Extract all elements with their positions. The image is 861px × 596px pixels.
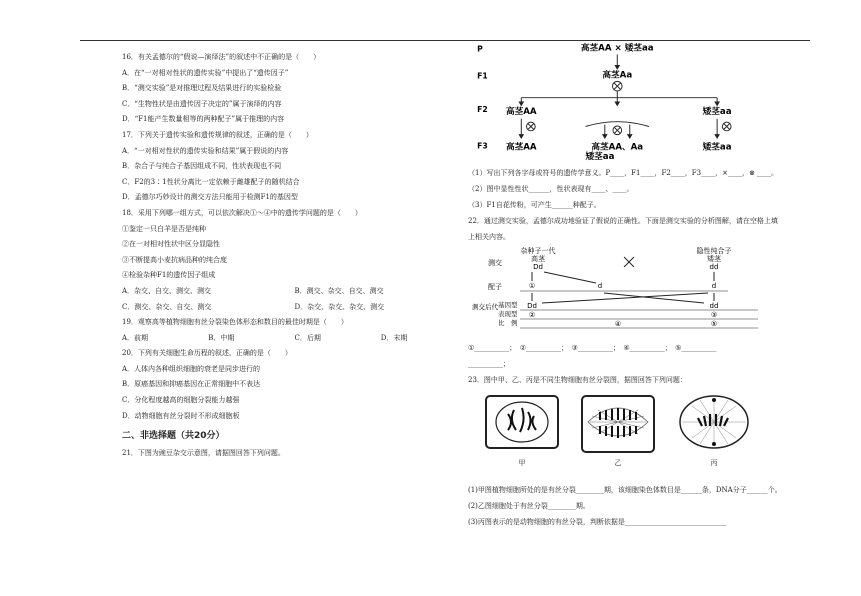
cell-bing (674, 392, 754, 468)
cell-yi (578, 392, 658, 468)
q18-item-1: ①鉴定一只白羊是否是纯种 (122, 224, 206, 233)
parent1-genotype: Dd (533, 263, 543, 271)
arrowhead-mid (614, 102, 620, 107)
arrow-g3-o1 (542, 293, 708, 303)
q16-option-c: C．“生物性状是由遗传因子决定的”属于演绎的内容 (122, 99, 282, 108)
q19-option-d: D．末期 (380, 333, 408, 342)
arrowhead-mid-1 (602, 134, 608, 139)
top-rule (80, 40, 810, 41)
left-column (122, 50, 467, 462)
parent2-title: 隐性纯合子 (696, 247, 732, 255)
arrowhead-f2-left (518, 134, 524, 139)
q17-option-a: A．“一对相对性状的遗传实验和结果”属于假说的内容 (122, 146, 289, 155)
q20-stem: 20．下列有关细胞生命历程的叙述，正确的是（ ） (122, 349, 292, 358)
blank-5: ⑤ (710, 320, 718, 328)
q18-options-row1 (122, 284, 467, 300)
gamete-1: ① (528, 282, 536, 290)
q19-stem: 19．观察高等植物细胞有丝分裂染色体形态和数目的最佳时期是（ ） (122, 318, 348, 327)
parent2-trait: 矮茎 (707, 255, 721, 263)
testcross-diagram (468, 245, 768, 337)
q19-option-a: A．前期 (122, 333, 149, 342)
f2-left-text: 高茎AA (505, 107, 537, 118)
q21-sub-3: （3）F1自花传粉，可产生______种配子。 (468, 201, 601, 209)
cell-bing-label: 丙 (710, 459, 718, 467)
q21-stem: 21．下图为豌豆杂交示意图，请据图回答下列问题。 (122, 449, 285, 458)
q19-option-b: B．中期 (208, 333, 235, 342)
q21-sub-1: （1）写出下列各字母或符号的遗传学意义。P____，F1____，F2____，F3____，×____，⊗ ____。 (468, 169, 779, 177)
f3-left-text: 高茎AA (505, 142, 537, 153)
q16-option-b: B．“测交实验”是对推理过程及结果进行的实验检验 (122, 84, 282, 93)
p-cross-text: 高茎AA × 矮茎aa (580, 43, 654, 54)
q16-stem: 16．有关孟德尔的“假说—演绎法”的叙述中不正确的是（ ） (122, 53, 321, 61)
f3-mid-text-2: 矮茎aa (585, 152, 615, 162)
cell-yi-image (578, 392, 658, 458)
f2-right-text: 矮茎aa (702, 107, 732, 118)
q23-sub-2: (2)乙图细胞处于有丝分裂________期。 (468, 502, 590, 510)
q18-item-3: ③不断提高小麦抗病品种的纯合度 (122, 255, 227, 264)
q22-answer-line: ①__________； ②__________； ③__________； ④__________； ⑤__________ (468, 344, 717, 352)
arrowhead-p-f1 (614, 65, 620, 70)
arrowhead-left (518, 102, 524, 107)
cell-jia (482, 392, 562, 468)
q18-option-c: C．测交、杂交、自交、测交 (122, 302, 212, 311)
label-F2: F2 (477, 105, 488, 115)
q22-stem-2: 上相关内容。 (468, 233, 510, 241)
q22-stem-1: 22．通过测交实验，孟德尔成功地验证了假说的正确性。下面是测交实验的分析图解，请在空格上填 (468, 217, 778, 225)
q17-option-c: C．F2的3∶1性状分离比一定依赖于雌雄配子的随机结合 (122, 177, 300, 186)
q23-stem: 23．图中甲、乙、丙是不同生物细胞有丝分裂图，据图回答下列问题： (468, 376, 687, 384)
q23-sub-3: (3)丙图表示的是动物细胞的有丝分裂，判断依据是_____________________________ (468, 518, 727, 526)
label-F1: F1 (477, 71, 488, 81)
f3-right-text: 矮茎aa (702, 142, 732, 153)
q19-options (122, 331, 467, 347)
q19-option-c: C．后期 (294, 333, 321, 342)
q17-option-d: D．孟德尔巧妙设计的测交方法只能用于检测F1的基因型 (122, 193, 298, 202)
q18-stem: 18．采用下列哪一组方式，可以依次解决①～④中的遗传学问题的是（ ） (122, 208, 362, 217)
pea-cross-diagram (468, 42, 828, 162)
row-phenotype: 表现型 (498, 310, 518, 318)
q18-option-b: B．测交、杂交、自交、测交 (294, 286, 384, 295)
q20-option-b: B．原癌基因和抑癌基因在正常细胞中不表达 (122, 380, 261, 389)
q18-options-row2 (122, 300, 467, 316)
arrowhead-right (714, 102, 720, 107)
blank-3: ③ (710, 311, 718, 319)
q18-item-2: ②在一对相对性状中区分显隐性 (122, 240, 220, 249)
row-genotype: 基因型 (498, 301, 518, 309)
gamete-3: d (711, 282, 717, 290)
q20-option-d: D．动物细胞有丝分裂时不形成细胞板 (122, 411, 240, 420)
q23-sub-1: (1)甲图植物细胞所处的是有丝分裂________期，该细胞染色体数目是______条，DNA分子______个。 (468, 486, 782, 494)
parent2-genotype: dd (709, 263, 719, 271)
q20-option-c: C．分化程度越高的细胞分裂能力越强 (122, 396, 240, 405)
q22-answer-tail: __________； (468, 360, 510, 368)
mitosis-figures (482, 392, 833, 468)
f3-mid-text-1: 高茎AA、Aa (591, 142, 644, 153)
q16-option-d: D．“F1能产生数量相等的两种配子”属于推理的内容 (122, 115, 285, 124)
label-F3: F3 (477, 141, 488, 151)
offspring-2: dd (709, 302, 719, 310)
q18-item-4: ④检验杂种F1的遗传因子组成 (122, 271, 216, 280)
blank-2: ② (528, 311, 536, 319)
section-heading-nonchoice: 二、非选择题（共20分） (122, 431, 225, 442)
arrowhead-mid-2 (627, 134, 633, 139)
q18-option-a: A．杂交、自交、测交、测交 (122, 286, 212, 295)
cell-jia-image (482, 392, 562, 458)
q21-sub-2: （2）图中显性性状______，性状表现有____、____。 (468, 185, 634, 193)
right-column (468, 42, 833, 530)
q17-option-b: B．杂合子与纯合子基因组成不同，性状表现也不同 (122, 162, 282, 171)
label-offspring: 测交后代 (472, 303, 498, 311)
q16-option-a: A．在“一对相对性状的遗传实验”中提出了“遗传因子” (122, 68, 289, 77)
offspring-1: Dd (527, 302, 537, 310)
label-gamete: 配子 (488, 283, 502, 291)
q20-option-a: A．人体内各种组织细胞的衰老是同步进行的 (122, 364, 261, 373)
label-P: P (477, 44, 483, 54)
label-testcross: 测交 (488, 259, 502, 267)
cell-yi-label: 乙 (614, 459, 622, 467)
q18-option-d: D．杂交、杂交、杂交、测交 (294, 302, 385, 311)
row-ratio: 比 例 (498, 319, 518, 327)
cell-bing-image (674, 392, 754, 458)
arrow-p1-g2 (544, 272, 596, 283)
cell-jia-label: 甲 (518, 459, 526, 467)
blank-4: ④ (614, 320, 622, 328)
parent1-title: 杂种子一代 (520, 247, 556, 255)
arrowhead-f2-right (714, 134, 720, 139)
f1-text: 高茎Aa (602, 70, 633, 81)
q17-stem: 17．下列关于遗传实验和遗传规律的叙述，正确的是（ ） (122, 130, 313, 139)
parent1-trait: 高茎 (531, 255, 545, 263)
gamete-2: d (597, 282, 603, 290)
